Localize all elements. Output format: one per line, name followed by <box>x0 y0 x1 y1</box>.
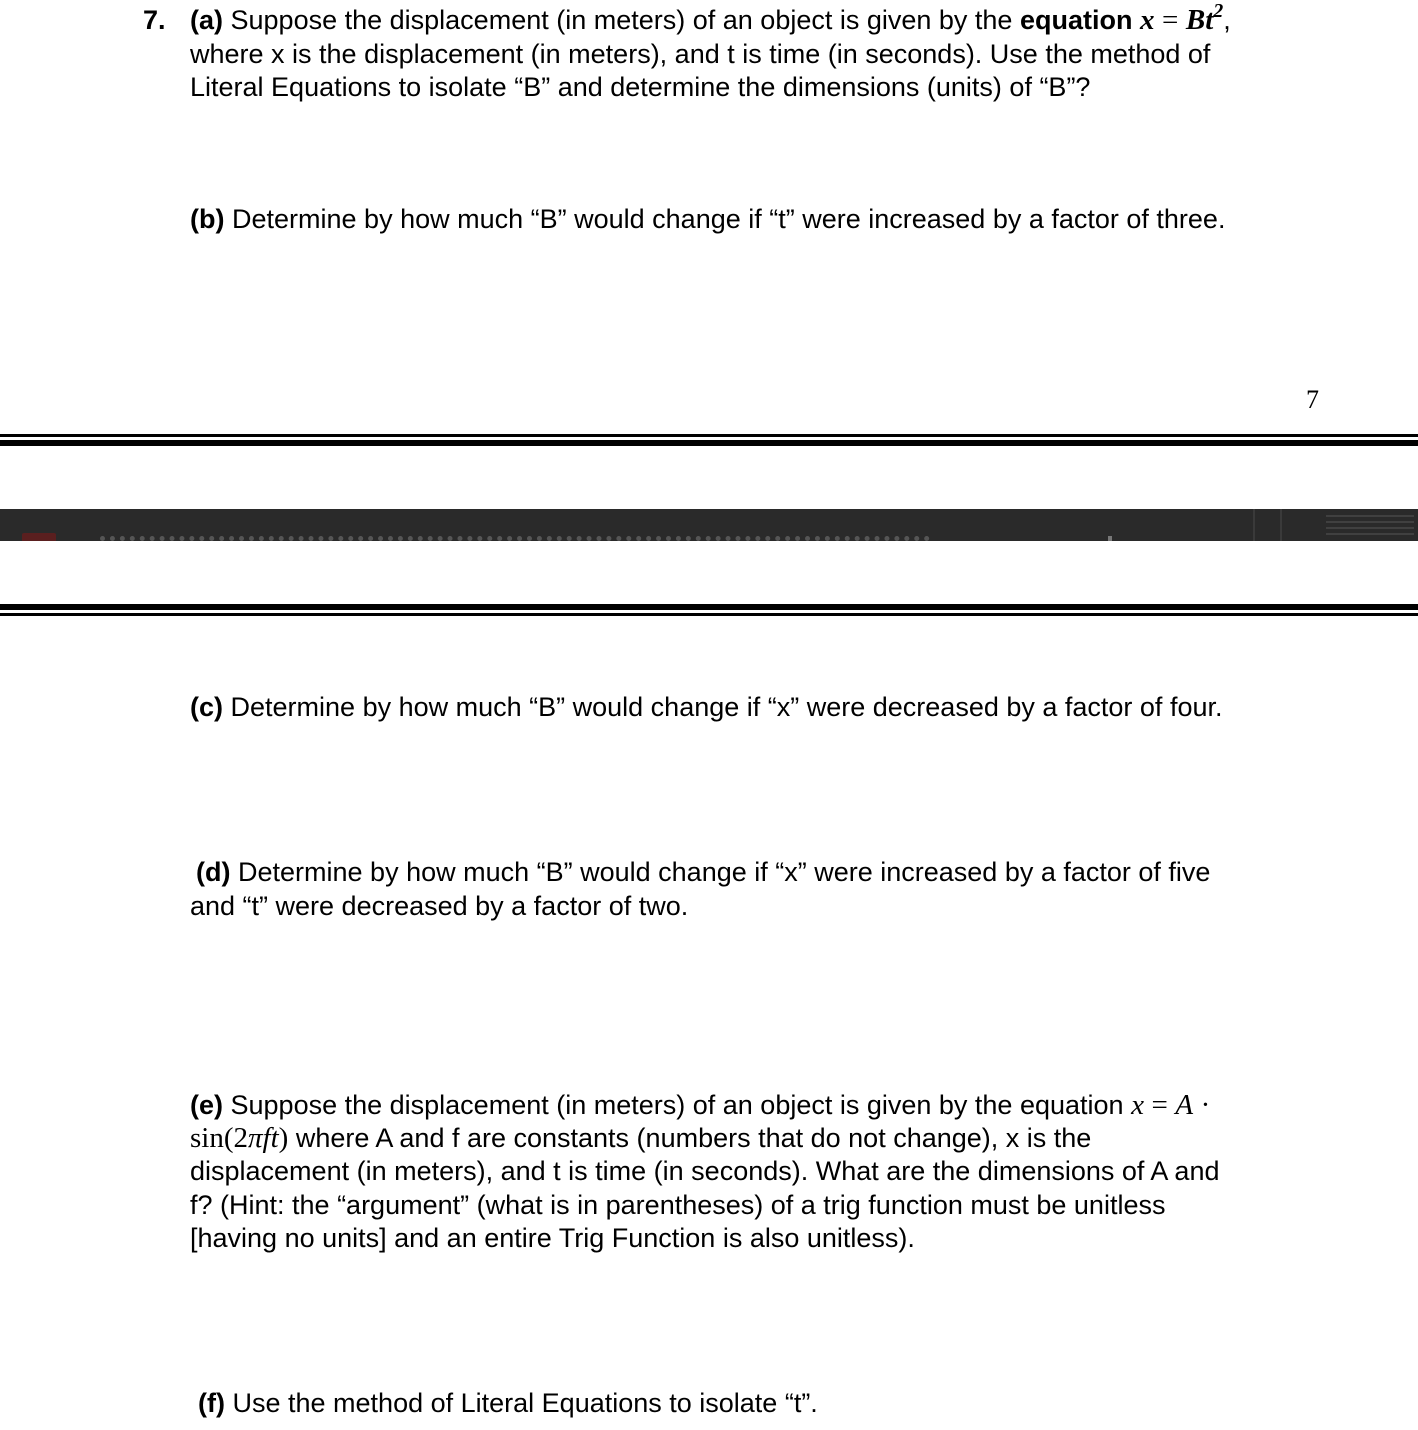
part-b <box>190 203 1225 237</box>
file-icon <box>22 533 56 541</box>
page-break-rule-thick-2 <box>0 604 1418 610</box>
part-e-line-4: f? (Hint: the “argument” (what is in parentheses) of a trig function must be unitless <box>190 1190 1166 1220</box>
obscured-toolbar-text <box>1326 515 1414 537</box>
part-f-label: (f) <box>198 1388 225 1418</box>
toolbar-separator <box>1253 509 1255 541</box>
page-break-rule-thick <box>0 440 1418 446</box>
obscured-tab-title <box>100 536 930 541</box>
question-number: 7. <box>143 5 166 35</box>
part-f <box>198 1387 818 1421</box>
eq-e-close: ) <box>278 1122 289 1154</box>
obscured-dot <box>1108 536 1112 541</box>
part-b-text: Determine by how much “B” would change if “t” were increased by a factor of three. <box>232 204 1226 234</box>
part-d-text-1: Determine by how much “B” would change if “x” were increased by a factor of five <box>238 857 1211 887</box>
part-c-label: (c) <box>190 692 223 722</box>
eq-a-exponent: 2 <box>1213 0 1224 22</box>
toolbar-separator <box>1280 509 1282 541</box>
part-a-line-1 <box>190 0 1231 38</box>
eq-e-equals: = <box>1151 1089 1168 1121</box>
part-d-label: (d) <box>196 857 231 887</box>
eq-a-equals: = <box>1162 4 1179 36</box>
part-a-line-3: Literal Equations to isolate “B” and determine the dimensions (units) of “B”? <box>190 72 1091 102</box>
part-e-line-1 <box>190 1089 1210 1123</box>
part-b-label: (b) <box>190 204 225 234</box>
page-break-rule-thin-2 <box>0 613 1418 616</box>
eq-a-comma: , <box>1223 5 1231 35</box>
eq-e-sin: sin(2 <box>190 1122 248 1154</box>
part-d-line-2: and “t” were decreased by a factor of two. <box>190 891 689 921</box>
eq-e-A: A <box>1175 1089 1194 1121</box>
part-e-line-3: displacement (in meters), and t is time (in seconds). What are the dimensions of A and <box>190 1156 1220 1186</box>
eq-e-pi-ft: πft <box>248 1122 279 1154</box>
eq-e-dot: · <box>1200 1089 1211 1121</box>
part-e-line-5: [having no units] and an entire Trig Function is also unitless). <box>190 1223 915 1253</box>
part-e-intro: Suppose the displacement (in meters) of an object is given by the equation <box>230 1090 1124 1120</box>
page-break-rule-thin <box>0 434 1418 437</box>
eq-e-x: x <box>1131 1089 1144 1121</box>
part-d-line-1 <box>196 856 1210 890</box>
part-e-label: (e) <box>190 1090 223 1120</box>
viewer-toolbar-strip <box>0 509 1418 541</box>
part-a-line-2: where x is the displacement (in meters), and t is time (in seconds). Use the method of <box>190 39 1211 69</box>
part-a-label: (a) <box>190 5 223 35</box>
part-f-text: Use the method of Literal Equations to isolate “t”. <box>232 1388 818 1418</box>
eq-a-bt: Bt$^2$ <box>1185 0 1224 36</box>
eq-a-x: x <box>1139 4 1155 36</box>
equation-word: equation <box>1019 5 1133 35</box>
page-number: 7 <box>1306 385 1319 414</box>
part-e-text-2: where A and f are constants (numbers that do not change), x is the <box>295 1123 1092 1153</box>
part-a-intro: Suppose the displacement (in meters) of an object is given by the <box>230 5 1013 35</box>
part-e-line-2 <box>190 1122 1091 1156</box>
part-c-text: Determine by how much “B” would change if “x” were decreased by a factor of four. <box>230 692 1223 722</box>
part-c <box>190 691 1222 725</box>
